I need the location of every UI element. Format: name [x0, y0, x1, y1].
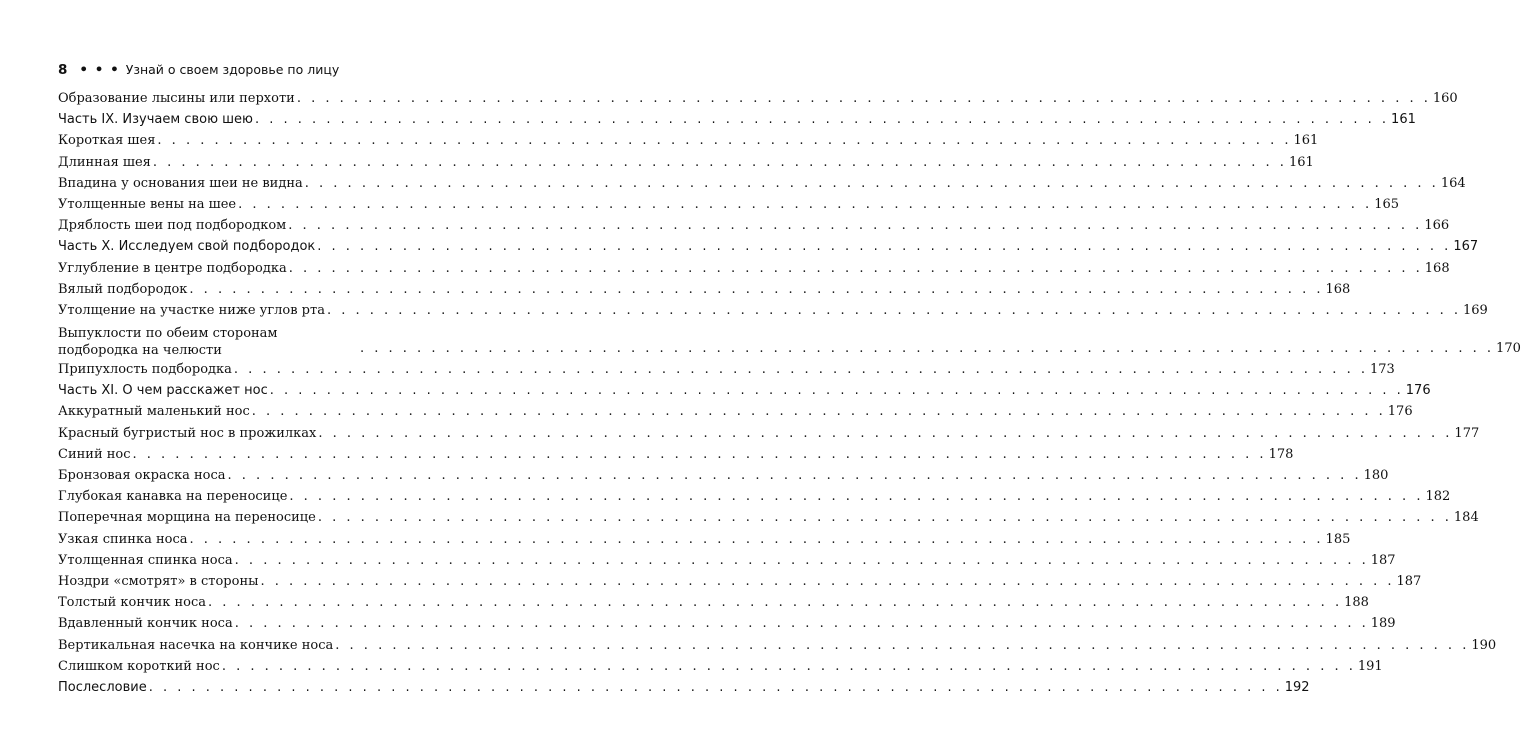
dot-leader: . . . . . . . . . . . . . . . . . . . . . . . . . . . . . . . . . . . . . . . . . . . . . . . . . . . . . . . . . . . . . . . . . . . . . . . . . . . . . . . .	[238, 196, 1373, 212]
dot-leader: . . . . . . . . . . . . . . . . . . . . . . . . . . . . . . . . . . . . . . . . . . . . . . . . . . . . . . . . . . . . . . . . . . . . . . . . . . . . . . . .	[152, 154, 1287, 170]
toc-entry	[58, 130, 1319, 151]
toc-entry-title: Припухлость подбородка	[58, 362, 232, 378]
dot-leader: . . . . . . . . . . . . . . . . . . . . . . . . . . . . . . . . . . . . . . . . . . . . . . . . . . . . . . . . . . . . . . . . . . . . . . . . . . . . . . . .	[296, 91, 1431, 106]
toc-entry	[58, 656, 1383, 677]
dot-leader: . . . . . . . . . . . . . . . . . . . . . . . . . . . . . . . . . . . . . . . . . . . . . . . . . . . . . . . . . . . . . . . . . . . . . . . . . . . . . . . .	[304, 175, 1439, 191]
toc-entry	[58, 486, 1451, 507]
toc-page-number: 176	[1387, 404, 1413, 420]
dot-leader: . . . . . . . . . . . . . . . . . . . . . . . . . . . . . . . . . . . . . . . . . . . . . . . . . . . . . . . . . . . . . . . . . . . . . . . . . . . . . . . .	[233, 362, 1368, 378]
toc-entry-title: Вдавленный кончик носа	[58, 616, 233, 632]
toc-entry-title: Утолщенная спинка носа	[58, 552, 233, 568]
toc-entry-title: Красный бугристый нос в прожилках	[58, 425, 317, 441]
toc-page-number: 187	[1370, 552, 1396, 568]
toc-entry-title: Синий нос	[58, 446, 131, 462]
toc-page-number: 161	[1293, 133, 1319, 149]
dot-leader: . . . . . . . . . . . . . . . . . . . . . . . . . . . . . . . . . . . . . . . . . . . . . . . . . . . . . . . . . . . . . . . . . . . . . . . . . . . . . . . .	[157, 133, 1292, 149]
toc-entry	[58, 635, 1497, 656]
toc-page-number: 182	[1425, 489, 1451, 505]
toc-page-number: 168	[1325, 281, 1351, 297]
toc-page-number: 191	[1357, 658, 1383, 674]
dot-leader: . . . . . . . . . . . . . . . . . . . . . . . . . . . . . . . . . . . . . . . . . . . . . . . . . . . . . . . . . . . . . . . . . . . . . . . . . . . . . . . .	[260, 573, 1395, 589]
toc-page-number: 166	[1424, 218, 1450, 234]
toc-entry-title: Вялый подбородок	[58, 281, 188, 297]
dot-leader: . . . . . . . . . . . . . . . . . . . . . . . . . . . . . . . . . . . . . . . . . . . . . . . . . . . . . . . . . . . . . . . . . . . . . . . . . . . . . . . .	[288, 218, 1423, 234]
toc-page-number: 190	[1471, 637, 1497, 653]
toc-entry-title: Бронзовая окраска носа	[58, 468, 226, 483]
toc-entry-title: Впадина у основания шеи не видна	[58, 175, 303, 191]
dot-leader: . . . . . . . . . . . . . . . . . . . . . . . . . . . . . . . . . . . . . . . . . . . . . . . . . . . . . . . . . . . . . . . . . . . . . . . . . . . . . . . .	[148, 679, 1283, 695]
toc-page-number: 169	[1463, 302, 1488, 318]
toc-entry-title: Аккуратный маленький нос	[58, 404, 250, 420]
toc-entry	[58, 152, 1314, 173]
toc-part-heading	[58, 677, 1310, 698]
toc-page-number: 185	[1325, 531, 1351, 547]
toc-part-heading	[58, 109, 1416, 130]
toc-page-number: 168	[1424, 260, 1450, 276]
page-number: 8	[58, 62, 68, 78]
toc-entry	[58, 194, 1400, 215]
toc-entry-title: Короткая шея	[58, 133, 156, 149]
toc-entry	[58, 613, 1396, 634]
table-of-contents	[58, 88, 1521, 698]
dot-leader: . . . . . . . . . . . . . . . . . . . . . . . . . . . . . . . . . . . . . . . . . . . . . . . . . . . . . . . . . . . . . . . . . . . . . . . . . . . . . . . .	[234, 616, 1369, 632]
toc-entry-title: Часть X. Исследуем свой подбородок	[58, 239, 316, 255]
toc-page-number: 165	[1374, 196, 1400, 212]
dot-leader: . . . . . . . . . . . . . . . . . . . . . . . . . . . . . . . . . . . . . . . . . . . . . . . . . . . . . . . . . . . . . . . . . . . . . . . . . . . . . . . .	[255, 112, 1390, 128]
toc-page-number: 167	[1453, 239, 1479, 255]
book-title: Узнай о своем здоровье по лицу	[125, 62, 340, 77]
toc-page-number: 161	[1288, 154, 1314, 170]
toc-entry	[58, 401, 1413, 422]
toc-part-heading	[58, 236, 1479, 257]
toc-entry-title: Выпуклости по обеим сторонам подбородка на челюсти	[58, 326, 278, 359]
toc-entry-title: Длинная шея	[58, 154, 151, 170]
dot-leader: . . . . . . . . . . . . . . . . . . . . . . . . . . . . . . . . . . . . . . . . . . . . . . . . . . . . . . . . . . . . . . . . . . . . . . . . . . . . . . . .	[189, 281, 1324, 297]
toc-entry-title: Углубление в центре подбородка	[58, 260, 287, 276]
toc-page-number: 180	[1363, 468, 1389, 483]
dot-leader: . . . . . . . . . . . . . . . . . . . . . . . . . . . . . . . . . . . . . . . . . . . . . . . . . . . . . . . . . . . . . . . . . . . . . . . . . . . . . . . .	[335, 637, 1470, 653]
dot-leader: . . . . . . . . . . . . . . . . . . . . . . . . . . . . . . . . . . . . . . . . . . . . . . . . . . . . . . . . . . . . . . . . . . . . . . . . . . . . . . . .	[221, 658, 1356, 674]
toc-entry	[58, 88, 1458, 109]
toc-entry-title: Часть XI. О чем расскажет нос	[58, 383, 268, 399]
toc-entry	[58, 215, 1450, 236]
dot-leader: . . . . . . . . . . . . . . . . . . . . . . . . . . . . . . . . . . . . . . . . . . . . . . . . . . . . . . . . . . . . . . . . . . . . . . . . . . . . . . . .	[360, 340, 1495, 356]
dot-leader: . . . . . . . . . . . . . . . . . . . . . . . . . . . . . . . . . . . . . . . . . . . . . . . . . . . . . . . . . . . . . . . . . . . . . . . . . . . . . . . .	[289, 489, 1424, 505]
toc-entry	[58, 592, 1369, 613]
dot-leader: . . . . . . . . . . . . . . . . . . . . . . . . . . . . . . . . . . . . . . . . . . . . . . . . . . . . . . . . . . . . . . . . . . . . . . . . . . . . . . . .	[326, 302, 1461, 318]
toc-entry	[58, 321, 1521, 359]
toc-entry-title: Ноздри «смотрят» в стороны	[58, 573, 259, 589]
dot-leader: . . . . . . . . . . . . . . . . . . . . . . . . . . . . . . . . . . . . . . . . . . . . . . . . . . . . . . . . . . . . . . . . . . . . . . . . . . . . . . . .	[317, 510, 1452, 526]
toc-entry-title: Вертикальная насечка на кончике носа	[58, 637, 334, 653]
dot-leader: . . . . . . . . . . . . . . . . . . . . . . . . . . . . . . . . . . . . . . . . . . . . . . . . . . . . . . . . . . . . . . . . . . . . . . . . . . . . . . . .	[251, 404, 1386, 420]
toc-page-number: 187	[1396, 573, 1422, 589]
toc-entry-title: Послесловие	[58, 679, 147, 695]
toc-entry-title: Образование лысины или перхоти	[58, 91, 295, 106]
toc-page-number: 178	[1268, 446, 1294, 462]
dot-leader: . . . . . . . . . . . . . . . . . . . . . . . . . . . . . . . . . . . . . . . . . . . . . . . . . . . . . . . . . . . . . . . . . . . . . . . . . . . . . . . .	[132, 446, 1267, 462]
dot-leader: . . . . . . . . . . . . . . . . . . . . . . . . . . . . . . . . . . . . . . . . . . . . . . . . . . . . . . . . . . . . . . . . . . . . . . . . . . . . . . . .	[189, 531, 1324, 547]
toc-entry	[58, 550, 1396, 571]
dot-leader: . . . . . . . . . . . . . . . . . . . . . . . . . . . . . . . . . . . . . . . . . . . . . . . . . . . . . . . . . . . . . . . . . . . . . . . . . . . . . . . .	[227, 468, 1362, 483]
toc-page-number: 188	[1344, 595, 1369, 611]
toc-page-number: 170	[1496, 340, 1521, 356]
dot-leader: . . . . . . . . . . . . . . . . . . . . . . . . . . . . . . . . . . . . . . . . . . . . . . . . . . . . . . . . . . . . . . . . . . . . . . . . . . . . . . . .	[318, 425, 1453, 441]
toc-entry-title: Толстый кончик носа	[58, 595, 207, 611]
dot-leader: . . . . . . . . . . . . . . . . . . . . . . . . . . . . . . . . . . . . . . . . . . . . . . . . . . . . . . . . . . . . . . . . . . . . . . . . . . . . . . . .	[288, 260, 1423, 276]
toc-entry	[58, 507, 1479, 528]
toc-page-number: 184	[1453, 510, 1479, 526]
toc-page-number: 176	[1405, 383, 1431, 399]
dot-leader: . . . . . . . . . . . . . . . . . . . . . . . . . . . . . . . . . . . . . . . . . . . . . . . . . . . . . . . . . . . . . . . . . . . . . . . . . . . . . . . .	[234, 552, 1369, 568]
dot-leader: . . . . . . . . . . . . . . . . . . . . . . . . . . . . . . . . . . . . . . . . . . . . . . . . . . . . . . . . . . . . . . . . . . . . . . . . . . . . . . . .	[269, 383, 1404, 399]
toc-page-number: 192	[1284, 679, 1310, 695]
toc-entry-title: Глубокая канавка на переносице	[58, 489, 288, 505]
toc-entry	[58, 258, 1450, 279]
toc-page-number: 177	[1454, 425, 1480, 441]
toc-entry-title: Узкая спинка носа	[58, 531, 188, 547]
toc-entry	[58, 571, 1422, 592]
toc-entry	[58, 529, 1351, 550]
toc-entry	[58, 279, 1351, 300]
toc-entry-title: Поперечная морщина на переносице	[58, 510, 316, 526]
toc-page-number: 164	[1440, 175, 1466, 191]
toc-entry-title: Утолщение на участке ниже углов рта	[58, 302, 325, 318]
toc-entry	[58, 465, 1389, 486]
header-dots: • • •	[79, 62, 120, 78]
toc-entry	[58, 173, 1466, 194]
toc-page-number: 160	[1432, 91, 1458, 106]
toc-entry-title: Утолщенные вены на шее	[58, 196, 237, 212]
toc-page-number: 161	[1391, 112, 1416, 128]
toc-entry	[58, 359, 1395, 380]
toc-entry-title: Дряблость шеи под подбородком	[58, 218, 287, 234]
dot-leader: . . . . . . . . . . . . . . . . . . . . . . . . . . . . . . . . . . . . . . . . . . . . . . . . . . . . . . . . . . . . . . . . . . . . . . . . . . . . . . . .	[208, 595, 1343, 611]
toc-entry	[58, 423, 1480, 444]
toc-entry	[58, 300, 1488, 321]
toc-part-heading	[58, 380, 1431, 401]
toc-entry	[58, 444, 1294, 465]
toc-entry-title: Слишком короткий нос	[58, 658, 220, 674]
running-header	[58, 62, 438, 78]
dot-leader: . . . . . . . . . . . . . . . . . . . . . . . . . . . . . . . . . . . . . . . . . . . . . . . . . . . . . . . . . . . . . . . . . . . . . . . . . . . . . . . .	[317, 239, 1452, 255]
toc-entry-title: Часть IX. Изучаем свою шею	[58, 112, 253, 128]
toc-page-number: 189	[1370, 616, 1396, 632]
toc-page-number: 173	[1369, 362, 1395, 378]
